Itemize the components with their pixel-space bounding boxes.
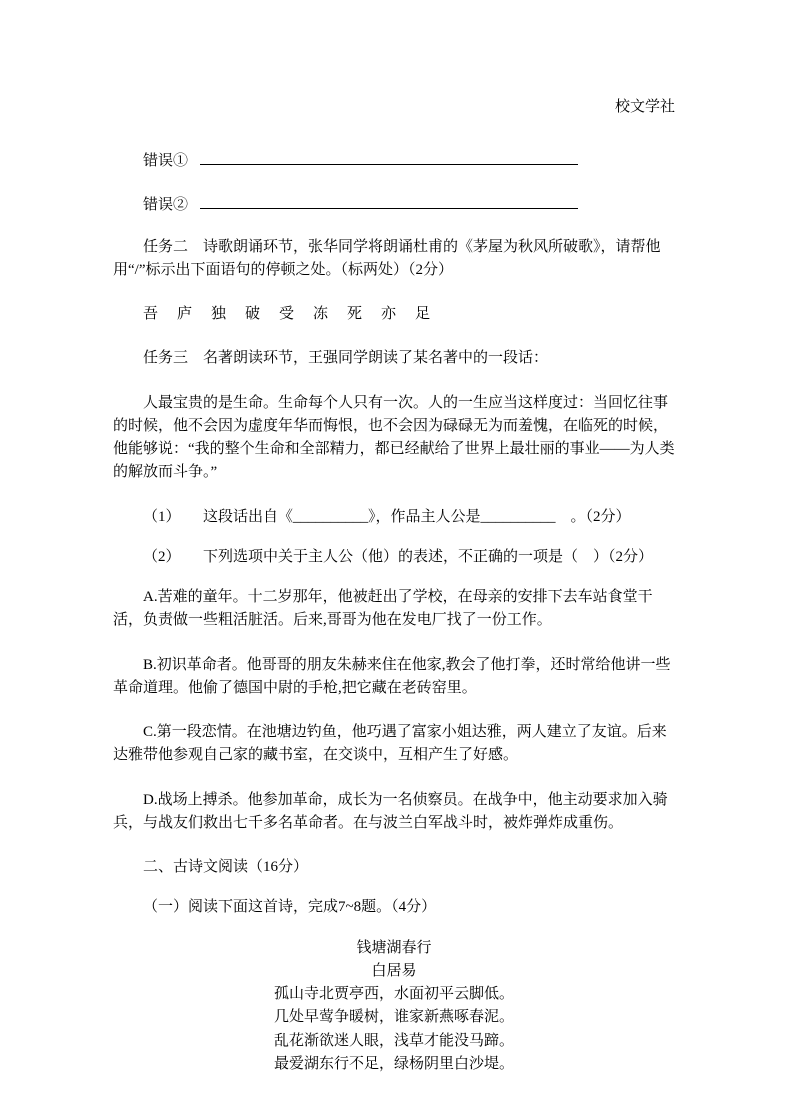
- section2-subheading: （一）阅读下面这首诗，完成7~8题。（4分）: [143, 899, 437, 916]
- poem-line-3: 乱花渐欲迷人眼，浅草才能没马蹄。: [273, 1032, 514, 1049]
- task2-pause-sentence: 吾 庐 独 破 受 冻 死 亦 足: [143, 306, 433, 322]
- task3-choice-c: C.第一段恋情。在池塘边钓鱼，他巧遇了富家小姐达雅，两人建立了友谊。后来达雅带他参观自己家的藏书室，在交谈中，互相产生了好感。: [113, 724, 667, 764]
- task3-choice-d: D.战场上搏杀。他参加革命，成长为一名侦察员。在战争中，他主动要求加入骑兵，与战友们救出七千多名革命者。在与波兰白军战斗时，被炸弹炸成重伤。: [113, 791, 668, 831]
- task3-passage: 人最宝贵的是生命。生命每个人只有一次。人的一生应当这样度过：当回忆往事的时候，他不会因为虚度年华而悔恨，也不会因为碌碌无为而羞愧，在临死的时候，他能够说：“我的整个生命和全部精力，都已经献给了世界上最壮丽的事业——为人类的解放而斗争。”: [113, 394, 675, 481]
- error-blank-row-2: [113, 192, 675, 214]
- error2-label: 错误②: [143, 196, 189, 213]
- task3-question-2: （2） 下列选项中关于主人公（他）的表述，不正确的一项是（ ）（2分）: [143, 548, 654, 565]
- error1-label: 错误①: [143, 152, 189, 169]
- task3-choice-a: A.苦难的童年。十二岁那年，他被赶出了学校，在母亲的安排下去车站食堂干活，负责做一些粗活脏活。后来,哥哥为他在发电厂找了一份工作。: [113, 589, 653, 629]
- task3-choice-b: B.初识革命者。他哥哥的朋友朱赫来住在他家,教会了他打拳，还时常给他讲一些革命道理。他偷了德国中尉的手枪,把它藏在老砖窑里。: [113, 656, 671, 696]
- poem-line-1: 孤山寺北贾亭西，水面初平云脚低。: [273, 986, 514, 1002]
- section2-heading: 二、古诗文阅读（16分）: [143, 859, 309, 875]
- poem-line-2: 几处早莺争暖树，谁家新燕啄春泥。: [273, 1009, 514, 1026]
- poem-title: 钱塘湖春行: [356, 939, 432, 956]
- task3-question-1: （1） 这段话出自《__________》，作品主人公是__________ 。（2分）: [143, 508, 631, 525]
- error2-blank-line: [200, 192, 578, 209]
- task3-intro: 任务三 名著朗读环节，王强同学朗读了某名著中的一段话：: [143, 350, 549, 367]
- error1-blank-line: [200, 148, 578, 165]
- poem-line-4: 最爱湖东行不足，绿杨阴里白沙堤。: [273, 1055, 514, 1072]
- page-header-right: 校文学社: [614, 99, 675, 115]
- error-blank-row-1: [113, 148, 675, 170]
- poem-block: [113, 937, 675, 1077]
- task2-intro: 任务二 诗歌朗诵环节，张华同学将朗诵杜甫的《茅屋为秋风所破歌》，请帮他用“/”标示出下面语句的停顿之处。（标两处）（2分）: [113, 238, 661, 278]
- poem-author: 白居易: [371, 962, 417, 979]
